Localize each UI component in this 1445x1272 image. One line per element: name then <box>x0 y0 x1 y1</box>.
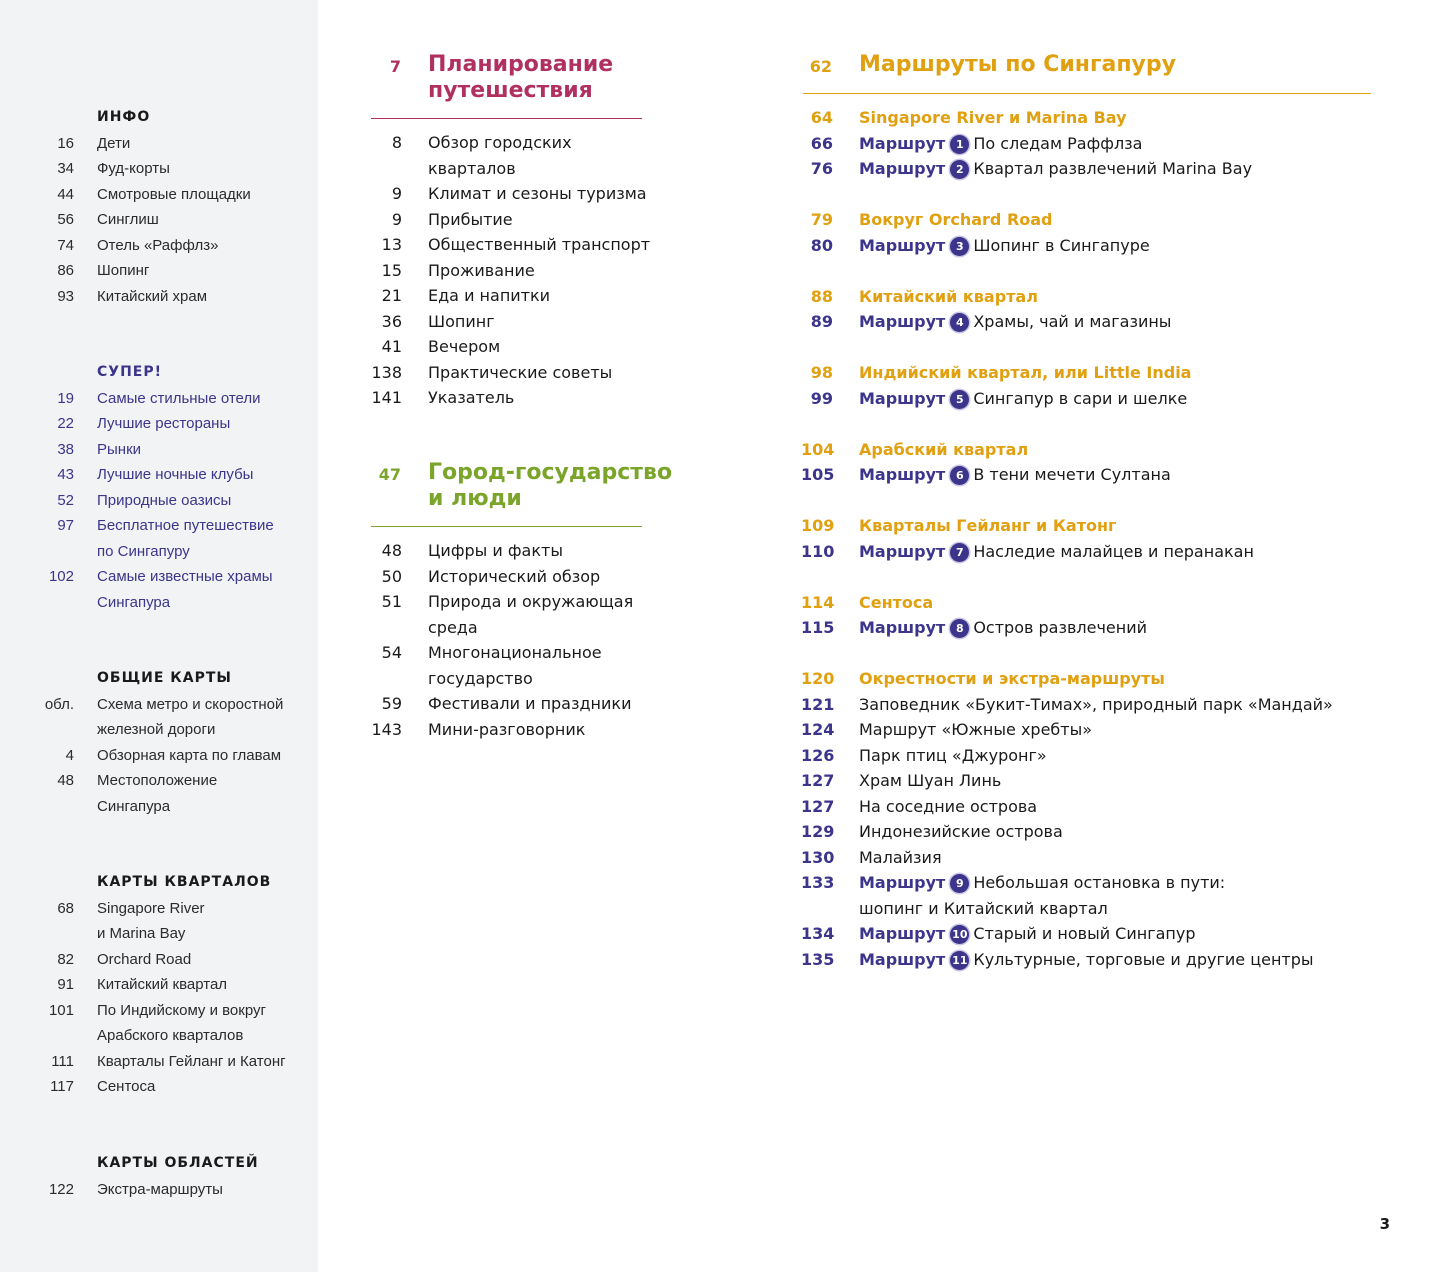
sidebar-entry-text: Синглиш <box>97 211 159 228</box>
route-entry-page[interactable]: 124 <box>801 720 835 739</box>
sidebar-entry-text: Схема метро и скоростной <box>97 695 284 713</box>
route-label: Маршрут <box>859 235 946 255</box>
route-entry-text: Наследие малайцев и перанакан <box>973 541 1254 561</box>
sidebar-heading-super: СУПЕР! <box>97 364 162 380</box>
route-entry-page[interactable]: 135 <box>801 949 835 969</box>
route-label: Маршрут <box>859 388 946 408</box>
sidebar-entry[interactable] <box>0 513 318 539</box>
route-entry-text: Небольшая остановка в пути: <box>973 873 1226 892</box>
route-district-heading[interactable]: Вокруг Orchard Road <box>859 210 1053 229</box>
route-entry[interactable] <box>859 156 1252 182</box>
route-label: Маршрут <box>859 541 946 561</box>
route-entry-text: Квартал развлечений Marina Bay <box>973 159 1253 178</box>
route-entry-text: Культурные, торговые и другие центры <box>973 949 1314 969</box>
route-entry-text: Храмы, чай и магазины <box>973 312 1172 331</box>
toc-entry-page: 51 <box>381 592 402 611</box>
sidebar-entry-text: Лучшие рестораны <box>97 415 231 432</box>
route-label: Маршрут <box>859 949 946 969</box>
route-entry-text: Шопинг в Сингапуре <box>973 235 1150 255</box>
sidebar-entry[interactable] <box>0 590 318 616</box>
sidebar-entry[interactable] <box>0 743 318 769</box>
sidebar-entry-page: 82 <box>57 950 74 968</box>
toc-entry-text: Фестивали и праздники <box>428 694 632 713</box>
toc-entry-page: 15 <box>381 260 402 280</box>
route-entry[interactable]: Малайзия <box>859 847 942 867</box>
route-entry-page[interactable]: 130 <box>801 847 835 867</box>
section-planning-title-2[interactable]: путешествия <box>428 78 593 103</box>
toc-entry-text: Шопинг <box>428 311 495 331</box>
route-label: Маршрут <box>859 618 946 637</box>
sidebar-entry-text: Сингапура <box>97 593 171 611</box>
sidebar-entry-page: 19 <box>57 389 74 407</box>
sidebar-entry-text: и Marina Bay <box>97 925 186 942</box>
sidebar-entry[interactable] <box>0 896 318 922</box>
section-routes-page[interactable]: 62 <box>809 57 832 76</box>
sidebar-entry-text: Сингапура <box>97 797 171 815</box>
toc-entry-text: Практические советы <box>428 362 613 382</box>
sidebar-entry-text: Сентоса <box>97 1078 156 1095</box>
toc-entry-text: Вечером <box>428 337 501 356</box>
sidebar-entry-text: Арабского кварталов <box>97 1027 244 1044</box>
sidebar-entry[interactable] <box>0 207 318 233</box>
route-district-heading[interactable]: Арабский квартал <box>859 439 1029 459</box>
route-label: Маршрут <box>859 133 946 153</box>
sidebar-entry-page: 38 <box>57 440 74 458</box>
toc-entry-text: Климат и сезоны туризма <box>428 184 647 203</box>
sidebar-entry-page: 68 <box>57 899 74 917</box>
sidebar-entry-text: Singapore River <box>97 899 205 917</box>
route-entry-page[interactable]: 126 <box>801 745 835 765</box>
route-entry-page[interactable]: 115 <box>801 618 835 637</box>
sidebar-entry-text: Orchard Road <box>97 950 192 968</box>
route-entry-page[interactable]: 129 <box>801 822 835 841</box>
sidebar-entry-page: 43 <box>57 466 74 483</box>
toc-entry-text: Общественный транспорт <box>428 235 651 254</box>
section-city-state-title-2[interactable]: и люди <box>428 486 522 511</box>
route-entry-text: В тени мечети Султана <box>973 465 1171 484</box>
sidebar-entry[interactable] <box>0 921 318 947</box>
route-number-badge: 3 <box>950 237 969 256</box>
sidebar-entry-page: 93 <box>57 287 74 305</box>
sidebar-entry-text: Самые известные храмы <box>97 568 273 585</box>
toc-entry-page: 41 <box>381 337 402 356</box>
toc-entry-page: 48 <box>381 541 402 560</box>
toc-entry-text: Цифры и факты <box>428 541 563 560</box>
route-entry[interactable] <box>859 462 1171 488</box>
sidebar-heading-general-maps: ОБЩИЕ КАРТЫ <box>97 670 232 686</box>
sidebar-heading-info: ИНФО <box>97 109 151 125</box>
sidebar-entry[interactable] <box>0 564 318 590</box>
sidebar-entry[interactable] <box>0 284 318 310</box>
section-routes-title[interactable]: Маршруты по Сингапуру <box>859 52 1176 77</box>
route-entry-page[interactable]: 105 <box>801 465 835 484</box>
route-number-badge: 7 <box>950 543 969 562</box>
route-entry-page[interactable]: 127 <box>801 796 835 816</box>
sidebar-entry-text: Отель «Раффлз» <box>97 236 219 254</box>
route-entry[interactable]: Храм Шуан Линь <box>859 771 1002 790</box>
sidebar-entry-text: Экстра-маршруты <box>97 1180 223 1198</box>
toc-entry-page: 54 <box>381 643 402 662</box>
route-entry[interactable]: Заповедник «Букит-Тимах», природный парк «Мандай» <box>859 694 1333 714</box>
route-entry[interactable]: На соседние острова <box>859 796 1038 816</box>
route-number-badge: 10 <box>950 925 969 944</box>
route-label: Маршрут <box>859 312 946 331</box>
sidebar-entry-page: 22 <box>57 415 74 432</box>
toc-entry-text: Еда и напитки <box>428 286 551 305</box>
route-number-badge: 8 <box>950 619 969 638</box>
toc-entry-page: 8 <box>391 133 402 152</box>
route-entry-page[interactable]: 66 <box>810 133 833 153</box>
route-entry-page[interactable]: 79 <box>810 210 833 229</box>
route-entry[interactable] <box>859 870 1225 896</box>
sidebar-entry[interactable] <box>0 539 318 565</box>
route-entry-text: Остров развлечений <box>973 618 1148 637</box>
sidebar-entry[interactable] <box>0 411 318 437</box>
sidebar-entry-text: По Индийскому и вокруг <box>97 1001 266 1019</box>
sidebar-entry-text: Китайский храм <box>97 287 208 305</box>
sidebar-entry-page: 91 <box>57 976 74 993</box>
route-district-heading[interactable]: Кварталы Гейланг и Катонг <box>859 516 1117 535</box>
sidebar-entry-text: Кварталы Гейланг и Катонг <box>97 1052 286 1070</box>
route-number-badge: 5 <box>950 390 969 409</box>
route-number-badge: 2 <box>950 160 969 179</box>
sidebar-entry[interactable] <box>0 717 318 743</box>
route-entry[interactable] <box>859 539 1254 565</box>
route-entry[interactable] <box>859 131 1142 157</box>
toc-entry-page: 9 <box>391 184 402 203</box>
toc-entry-page: 36 <box>381 311 402 331</box>
sidebar-entry-text: Лучшие ночные клубы <box>97 466 254 483</box>
sidebar-entry[interactable] <box>0 233 318 259</box>
toc-entry-text: Обзор городских <box>428 133 572 152</box>
section-city-state-page[interactable]: 47 <box>378 465 401 484</box>
route-entry-text: Старый и новый Сингапур <box>973 924 1196 943</box>
toc-entry-text: государство <box>428 668 533 688</box>
toc-entry-page: 13 <box>381 235 402 254</box>
sidebar-entry-text: Природные оазисы <box>97 491 232 509</box>
route-district-heading[interactable]: Индийский квартал, или Little India <box>859 363 1192 382</box>
toc-entry-page: 21 <box>381 286 402 305</box>
route-entry[interactable] <box>859 921 1196 947</box>
route-entry[interactable]: шопинг и Китайский квартал <box>859 898 1108 918</box>
sidebar-entry-page: 16 <box>57 134 74 152</box>
route-entry-page[interactable]: 109 <box>801 516 835 535</box>
toc-entry-page: 141 <box>371 388 402 407</box>
sidebar-entry[interactable] <box>0 386 318 412</box>
route-entry-page[interactable]: 98 <box>810 363 833 382</box>
route-entry-page[interactable]: 99 <box>810 388 833 408</box>
sidebar-entry[interactable] <box>0 156 318 182</box>
sidebar-entry-text: Смотровые площадки <box>97 185 251 203</box>
route-entry-page[interactable]: 134 <box>801 924 835 943</box>
route-entry-page[interactable]: 89 <box>810 312 833 331</box>
sidebar-entry[interactable] <box>0 972 318 998</box>
sidebar-entry-page: 74 <box>57 236 74 254</box>
sidebar-entry[interactable] <box>0 462 318 488</box>
toc-entry-text: Многонациональное <box>428 643 602 662</box>
section-planning-page[interactable]: 7 <box>389 57 401 76</box>
sidebar-heading-region-maps: КАРТЫ ОБЛАСТЕЙ <box>97 1155 259 1171</box>
sidebar-entry-text: Самые стильные отели <box>97 389 261 407</box>
toc-entry-page: 59 <box>381 694 402 713</box>
toc-entry-page: 50 <box>381 566 402 586</box>
route-label: Маршрут <box>859 159 946 178</box>
sidebar-entry-page: 122 <box>48 1180 74 1198</box>
section-routes-rule <box>803 93 1371 94</box>
sidebar-entry-text: Шопинг <box>97 262 150 279</box>
page-number: 3 <box>1379 1215 1390 1233</box>
sidebar-entry[interactable] <box>0 947 318 973</box>
sidebar-entry-text: Китайский квартал <box>97 976 228 993</box>
sidebar-entry-page: 117 <box>50 1078 74 1095</box>
sidebar-entry-page: 44 <box>57 185 74 203</box>
sidebar-entry-page: 102 <box>48 568 74 585</box>
sidebar-entry-text: Бесплатное путешествие <box>97 517 274 534</box>
toc-entry-text: Природа и окружающая <box>428 592 634 611</box>
route-entry[interactable]: Маршрут «Южные хребты» <box>859 720 1093 739</box>
sidebar-entry-page: 101 <box>48 1001 74 1019</box>
toc-entry-text: Прибытие <box>428 209 513 229</box>
route-number-badge: 4 <box>950 313 969 332</box>
sidebar-entry[interactable] <box>0 794 318 820</box>
section-planning-rule <box>371 118 642 119</box>
route-district-heading[interactable]: Сентоса <box>859 592 934 612</box>
sidebar-entry[interactable] <box>0 131 318 157</box>
toc-entry-page: 9 <box>391 209 402 229</box>
sidebar-entry-page: 52 <box>57 491 74 509</box>
sidebar-entry[interactable] <box>0 182 318 208</box>
sidebar-entry[interactable] <box>0 488 318 514</box>
route-number-badge: 1 <box>950 135 969 154</box>
route-entry-page[interactable]: 76 <box>810 159 833 178</box>
route-district-heading[interactable]: Окрестности и экстра-маршруты <box>859 669 1165 688</box>
route-entry-page[interactable]: 120 <box>801 669 835 688</box>
route-entry-page[interactable]: 127 <box>801 771 835 790</box>
section-city-state-rule <box>371 526 642 527</box>
sidebar-entry[interactable] <box>0 692 318 718</box>
toc-entry-text: среда <box>428 617 478 637</box>
route-label: Маршрут <box>859 924 946 943</box>
route-entry-page[interactable]: 121 <box>801 694 835 714</box>
route-label: Маршрут <box>859 465 946 484</box>
sidebar <box>0 0 318 1272</box>
sidebar-entry[interactable] <box>0 258 318 284</box>
sidebar-heading-district-maps: КАРТЫ КВАРТАЛОВ <box>97 874 272 890</box>
sidebar-entry-page: 34 <box>57 160 74 177</box>
sidebar-entry-text: Обзорная карта по главам <box>97 746 282 764</box>
sidebar-entry-text: по Сингапуру <box>97 542 190 560</box>
route-district-heading[interactable]: Китайский квартал <box>859 286 1038 306</box>
sidebar-entry[interactable] <box>0 1023 318 1049</box>
route-entry-text: Сингапур в сари и шелке <box>973 388 1188 408</box>
sidebar-entry-page: 111 <box>51 1052 74 1070</box>
sidebar-entry[interactable] <box>0 437 318 463</box>
route-district-heading[interactable]: Singapore River и Marina Bay <box>859 108 1127 127</box>
toc-entry-page: 143 <box>371 719 402 739</box>
route-entry-page[interactable]: 64 <box>810 108 833 127</box>
toc-entry-text: Мини-разговорник <box>428 719 586 739</box>
route-number-badge: 11 <box>950 951 969 970</box>
sidebar-entry-text: Местоположение <box>97 772 218 789</box>
sidebar-entry-page: 86 <box>57 262 74 279</box>
route-entry[interactable]: Индонезийские острова <box>859 822 1063 841</box>
sidebar-entry[interactable] <box>0 998 318 1024</box>
route-label: Маршрут <box>859 873 946 892</box>
route-entry[interactable] <box>859 386 1187 412</box>
route-entry-page[interactable]: 88 <box>810 286 833 306</box>
sidebar-entry-page: 4 <box>65 746 74 764</box>
section-city-state-title-1[interactable]: Город-государство <box>428 460 673 485</box>
toc-entry-text: кварталов <box>428 158 516 178</box>
route-entry[interactable] <box>859 233 1150 259</box>
route-entry[interactable]: Парк птиц «Джуронг» <box>859 745 1047 765</box>
route-entry[interactable] <box>859 615 1147 641</box>
route-entry[interactable] <box>859 947 1314 973</box>
toc-entry-page: 138 <box>371 362 402 382</box>
route-entry-page[interactable]: 133 <box>801 873 835 892</box>
sidebar-entry[interactable] <box>0 1074 318 1100</box>
sidebar-entry-text: Дети <box>97 134 131 152</box>
sidebar-entry[interactable] <box>0 1049 318 1075</box>
route-number-badge: 6 <box>950 466 969 485</box>
sidebar-entry-page: обл. <box>44 695 74 713</box>
sidebar-entry-page: 48 <box>57 772 74 789</box>
toc-entry-text: Исторический обзор <box>428 566 601 586</box>
route-entry[interactable] <box>859 309 1171 335</box>
sidebar-entry-page: 97 <box>57 517 74 534</box>
route-number-badge: 9 <box>950 874 969 893</box>
sidebar-entry-page: 56 <box>57 211 74 228</box>
route-entry-text: По следам Раффлза <box>973 133 1143 153</box>
toc-entry-text: Проживание <box>428 260 535 280</box>
route-entry-page[interactable]: 114 <box>801 592 835 612</box>
section-planning-title-1[interactable]: Планирование <box>428 52 614 77</box>
route-entry-page[interactable]: 110 <box>801 541 835 561</box>
sidebar-entry-text: Рынки <box>97 440 142 458</box>
sidebar-entry[interactable] <box>0 1177 318 1203</box>
sidebar-entry[interactable] <box>0 768 318 794</box>
sidebar-entry-text: Фуд-корты <box>97 160 170 177</box>
toc-entry-text: Указатель <box>428 388 515 407</box>
sidebar-entry-text: железной дороги <box>97 721 216 738</box>
route-entry-page[interactable]: 104 <box>801 439 835 459</box>
route-entry-page[interactable]: 80 <box>810 235 833 255</box>
